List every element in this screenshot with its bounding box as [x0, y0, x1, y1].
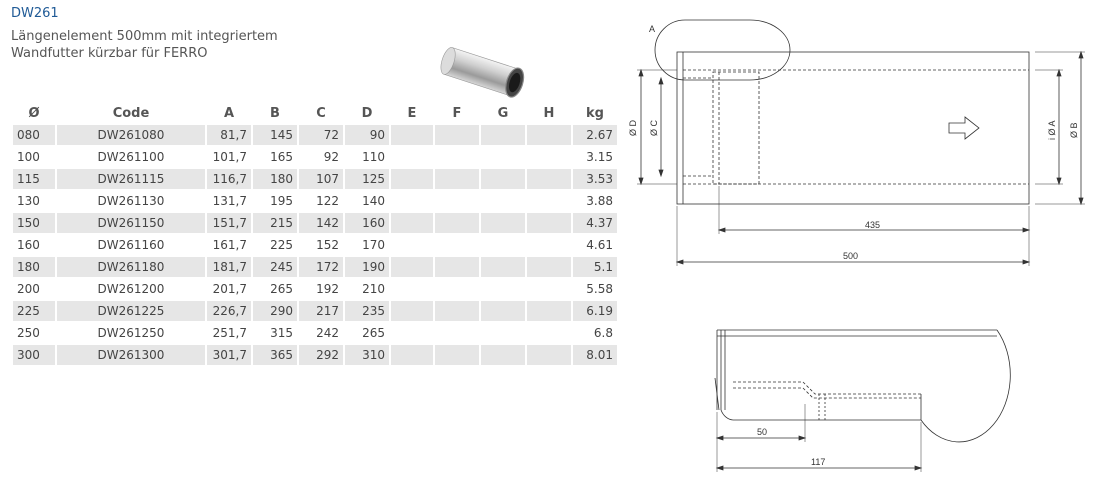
cell-b: 225	[253, 235, 297, 255]
cell-c: 242	[299, 323, 343, 343]
cell-b: 265	[253, 279, 297, 299]
col-header-f: F	[452, 106, 462, 121]
cell-diameter: 160	[13, 235, 55, 255]
cell-e	[391, 279, 433, 299]
cell-diameter: 250	[13, 323, 55, 343]
table-row	[13, 213, 617, 233]
cell-diameter: 225	[13, 301, 55, 321]
table-header-row	[13, 104, 617, 123]
cell-kg: 3.88	[573, 191, 617, 211]
cell-code: DW261225	[57, 301, 205, 321]
cell-diameter: 115	[13, 169, 55, 189]
cell-code: DW261115	[57, 169, 205, 189]
cell-f	[435, 147, 479, 167]
cell-d: 170	[345, 235, 389, 255]
cell-d: 90	[345, 125, 389, 145]
cell-h	[527, 323, 571, 343]
col-header-b: B	[270, 106, 280, 121]
cell-diameter: 200	[13, 279, 55, 299]
table-row	[13, 169, 617, 189]
cell-g	[481, 147, 525, 167]
cell-h	[527, 213, 571, 233]
cell-b: 145	[253, 125, 297, 145]
table-row	[13, 323, 617, 343]
cell-d: 160	[345, 213, 389, 233]
cell-code: DW261150	[57, 213, 205, 233]
cell-g	[481, 125, 525, 145]
cell-b: 365	[253, 345, 297, 365]
cell-a: 226,7	[207, 301, 251, 321]
col-header-e: E	[407, 106, 417, 121]
cell-g	[481, 213, 525, 233]
cell-b: 315	[253, 323, 297, 343]
cell-f	[435, 169, 479, 189]
cell-h	[527, 301, 571, 321]
cell-g	[481, 323, 525, 343]
description-line-2: Wandfutter kürzbar für FERRO	[11, 46, 208, 61]
cell-d: 125	[345, 169, 389, 189]
cell-code: DW261130	[57, 191, 205, 211]
cell-a: 131,7	[207, 191, 251, 211]
cell-b: 195	[253, 191, 297, 211]
cell-c: 122	[299, 191, 343, 211]
cell-b: 165	[253, 147, 297, 167]
cell-h	[527, 279, 571, 299]
table-row	[13, 279, 617, 299]
cell-b: 215	[253, 213, 297, 233]
cell-e	[391, 213, 433, 233]
cell-e	[391, 323, 433, 343]
cell-f	[435, 125, 479, 145]
cell-g	[481, 345, 525, 365]
cell-g	[481, 279, 525, 299]
dimension-117: 117	[811, 457, 826, 467]
cell-e	[391, 191, 433, 211]
cell-c: 172	[299, 257, 343, 277]
cell-e	[391, 125, 433, 145]
cell-c: 107	[299, 169, 343, 189]
cell-diameter: 300	[13, 345, 55, 365]
table-row	[13, 257, 617, 277]
flow-arrow-icon	[949, 117, 979, 139]
technical-drawing	[615, 8, 1105, 478]
cell-d: 265	[345, 323, 389, 343]
wall-sleeve	[713, 72, 759, 184]
cell-f	[435, 279, 479, 299]
cell-c: 217	[299, 301, 343, 321]
col-header-kg: kg	[586, 106, 604, 121]
label-inner-diameter-a: i Ø A	[1047, 120, 1057, 140]
cell-h	[527, 257, 571, 277]
cell-diameter: 130	[13, 191, 55, 211]
cell-e	[391, 169, 433, 189]
col-header-c: C	[316, 106, 326, 121]
spec-table	[11, 102, 619, 367]
table-row	[13, 301, 617, 321]
cell-d: 310	[345, 345, 389, 365]
cell-code: DW261080	[57, 125, 205, 145]
cell-diameter: 100	[13, 147, 55, 167]
cell-h	[527, 235, 571, 255]
col-header-d: D	[361, 106, 373, 121]
cell-a: 251,7	[207, 323, 251, 343]
cell-a: 201,7	[207, 279, 251, 299]
cell-code: DW261300	[57, 345, 205, 365]
cell-diameter: 150	[13, 213, 55, 233]
cell-h	[527, 345, 571, 365]
dimension-435: 435	[865, 220, 881, 230]
product-code: DW261	[11, 6, 59, 21]
col-header-h: H	[543, 106, 555, 121]
cell-g	[481, 169, 525, 189]
product-description	[11, 28, 278, 62]
cell-g	[481, 235, 525, 255]
cell-g	[481, 257, 525, 277]
cell-b: 290	[253, 301, 297, 321]
cell-d: 235	[345, 301, 389, 321]
cell-a: 116,7	[207, 169, 251, 189]
cell-e	[391, 147, 433, 167]
cell-a: 301,7	[207, 345, 251, 365]
cell-f	[435, 257, 479, 277]
cell-f	[435, 301, 479, 321]
cell-d: 140	[345, 191, 389, 211]
cell-kg: 3.53	[573, 169, 617, 189]
dimension-500: 500	[843, 251, 859, 261]
label-diameter-d: Ø D	[628, 119, 638, 136]
cell-code: DW261200	[57, 279, 205, 299]
cell-c: 72	[299, 125, 343, 145]
cell-code: DW261250	[57, 323, 205, 343]
dimension-50: 50	[757, 427, 768, 437]
table-row	[13, 345, 617, 365]
cell-b: 180	[253, 169, 297, 189]
cell-kg: 6.19	[573, 301, 617, 321]
table-row	[13, 125, 617, 145]
cell-e	[391, 345, 433, 365]
cell-code: DW261160	[57, 235, 205, 255]
cell-code: DW261180	[57, 257, 205, 277]
table-row	[13, 191, 617, 211]
cell-a: 101,7	[207, 147, 251, 167]
cell-d: 110	[345, 147, 389, 167]
cell-kg: 6.8	[573, 323, 617, 343]
cell-d: 210	[345, 279, 389, 299]
cell-a: 181,7	[207, 257, 251, 277]
cell-a: 161,7	[207, 235, 251, 255]
cell-kg: 5.58	[573, 279, 617, 299]
cell-c: 152	[299, 235, 343, 255]
cell-g	[481, 191, 525, 211]
detail-label-a: A	[649, 24, 656, 34]
cell-f	[435, 235, 479, 255]
detail-marker-a	[655, 20, 790, 80]
cell-kg: 2.67	[573, 125, 617, 145]
cell-diameter: 080	[13, 125, 55, 145]
cell-e	[391, 301, 433, 321]
label-diameter-c: Ø C	[649, 119, 659, 136]
col-header-code: Code	[112, 106, 150, 121]
col-header-g: G	[497, 106, 509, 121]
cell-d: 190	[345, 257, 389, 277]
cell-c: 192	[299, 279, 343, 299]
cell-a: 81,7	[207, 125, 251, 145]
cell-h	[527, 191, 571, 211]
label-outer-diameter-b: Ø B	[1069, 122, 1079, 138]
cell-f	[435, 345, 479, 365]
col-header-a: A	[223, 106, 235, 121]
table-row	[13, 235, 617, 255]
cell-kg: 8.01	[573, 345, 617, 365]
cell-c: 92	[299, 147, 343, 167]
cell-c: 142	[299, 213, 343, 233]
cell-g	[481, 301, 525, 321]
cell-kg: 5.1	[573, 257, 617, 277]
cell-code: DW261100	[57, 147, 205, 167]
col-header-diameter: Ø	[28, 106, 40, 121]
cell-h	[527, 147, 571, 167]
cell-kg: 4.37	[573, 213, 617, 233]
cell-e	[391, 257, 433, 277]
table-row	[13, 147, 617, 167]
cell-diameter: 180	[13, 257, 55, 277]
cell-b: 245	[253, 257, 297, 277]
cell-h	[527, 169, 571, 189]
cell-e	[391, 235, 433, 255]
detail-view	[715, 330, 1010, 442]
cell-h	[527, 125, 571, 145]
cell-a: 151,7	[207, 213, 251, 233]
cell-c: 292	[299, 345, 343, 365]
pipe-outer-body	[677, 52, 1029, 204]
cell-f	[435, 213, 479, 233]
cell-kg: 3.15	[573, 147, 617, 167]
description-line-1: Längenelement 500mm mit integriertem	[11, 29, 278, 44]
cell-kg: 4.61	[573, 235, 617, 255]
product-pipe-image	[432, 42, 532, 104]
cell-f	[435, 191, 479, 211]
cell-f	[435, 323, 479, 343]
